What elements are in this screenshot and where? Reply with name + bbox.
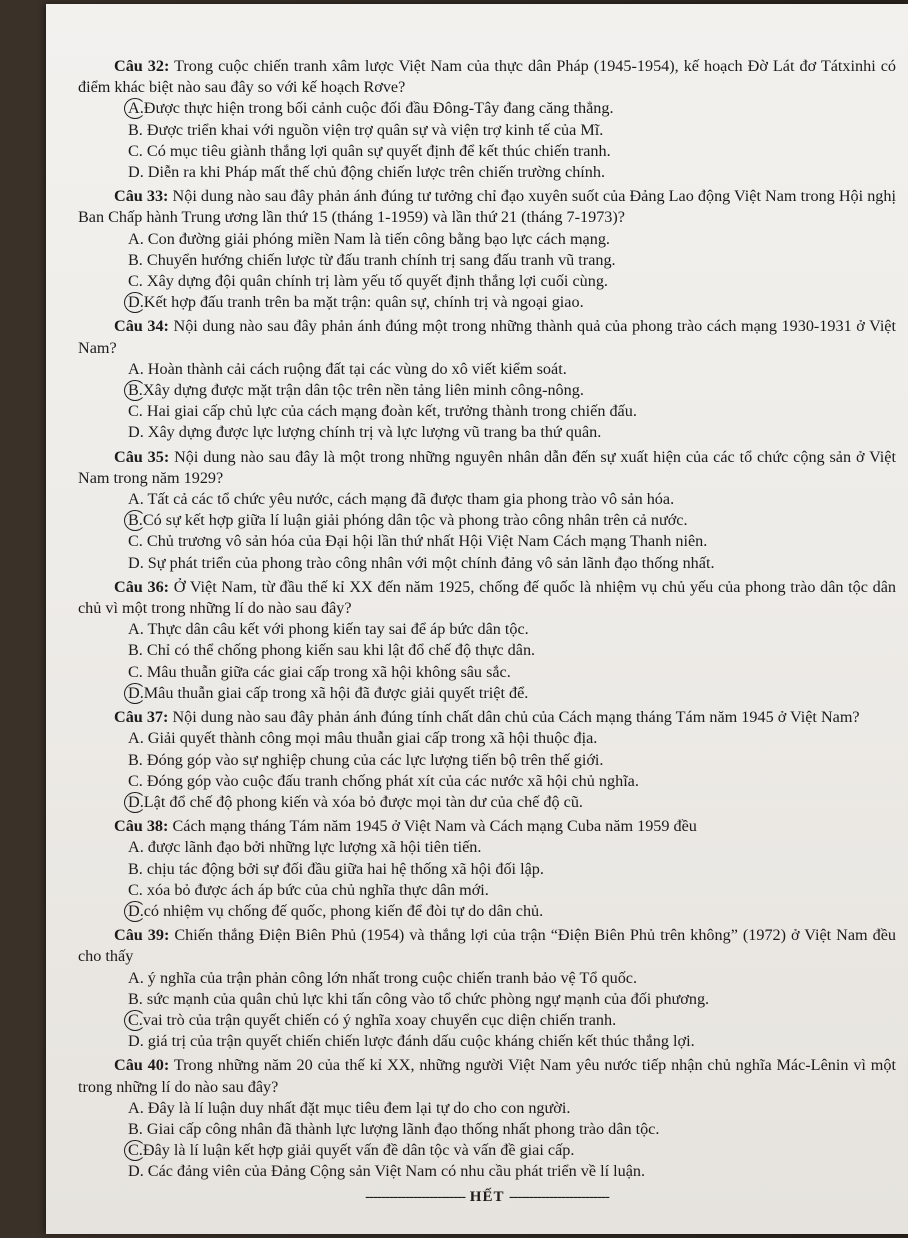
question-number: Câu 40:	[114, 1056, 170, 1075]
option-letter: B.	[128, 750, 143, 769]
option-letter: A.	[128, 620, 144, 639]
option-letter: A.	[128, 968, 144, 987]
option-a	[128, 728, 896, 749]
option-b	[128, 1119, 896, 1140]
question-text: Chiến thắng Điện Biên Phủ (1954) và thắng lợi của trận “Điện Biên Phủ trên không” (1972) ở Việt Nam đều cho thấy	[78, 926, 896, 966]
option-letter: C.	[128, 141, 143, 160]
question-38	[78, 816, 896, 922]
option-a	[128, 1098, 896, 1119]
option-text: Sự phát triển của phong trào công nhân với một chính đảng vô sản lãnh đạo thống nhất.	[147, 553, 715, 572]
option-text: Đóng góp vào cuộc đấu tranh chống phát xít của các nước xã hội chủ nghĩa.	[146, 771, 639, 790]
option-a	[128, 98, 896, 119]
option-a	[128, 489, 896, 510]
selected-answer-mark: D.	[128, 792, 144, 813]
option-a	[128, 619, 896, 640]
option-text: Đây là lí luận kết hợp giải quyết vấn đề dân tộc và vấn đề giai cấp.	[142, 1141, 575, 1160]
option-text: Đây là lí luận duy nhất đặt mục tiêu đem lại tự do cho con người.	[147, 1098, 571, 1117]
selected-answer-mark: A.	[128, 98, 144, 119]
option-letter: B.	[128, 641, 143, 660]
option-letter: D.	[128, 553, 144, 572]
option-text: Mâu thuẫn giữa các giai cấp trong xã hội không sâu sắc.	[146, 662, 511, 681]
option-letter: C.	[128, 880, 143, 899]
option-letter: B.	[128, 250, 143, 269]
selected-answer-mark: B.	[128, 380, 143, 401]
option-letter: A.	[128, 490, 144, 509]
option-a	[128, 229, 896, 250]
option-text: Giải quyết thành công mọi mâu thuẫn giai cấp trong xã hội thuộc địa.	[147, 729, 598, 748]
option-text: vai trò của trận quyết chiến có ý nghĩa xoay chuyển cục diện chiến tranh.	[142, 1010, 617, 1029]
option-text: chịu tác động bởi sự đối đầu giữa hai hệ thống xã hội đối lập.	[146, 859, 544, 878]
option-letter: C.	[128, 662, 143, 681]
question-number: Câu 39:	[114, 926, 170, 945]
option-letter: B.	[128, 1119, 143, 1138]
question-text: Nội dung nào sau đây phản ánh đúng tính chất dân chủ của Cách mạng tháng Tám năm 1945 ở Việt Nam?	[172, 708, 860, 727]
option-d	[128, 292, 896, 313]
option-text: Diễn ra khi Pháp mất thế chủ động chiến lược trên chiến trường chính.	[147, 163, 606, 182]
option-d	[128, 162, 896, 183]
option-text: sức mạnh của quân chủ lực khi tấn công vào tổ chức phòng ngự mạnh của đối phương.	[146, 989, 710, 1008]
question-number: Câu 35:	[114, 447, 170, 466]
question-text: Trong cuộc chiến tranh xâm lược Việt Nam của thực dân Pháp (1945-1954), kế hoạch Đờ Lát đơ Tátxinhi có điểm khác biệt nào sau đây so với kế hoạch Rơve?	[78, 57, 896, 97]
option-a	[128, 968, 896, 989]
question-34	[78, 316, 896, 443]
divider-left: -------------------------	[365, 1188, 466, 1205]
option-text: Lật đổ chế độ phong kiến và xóa bỏ được mọi tàn dư của chế độ cũ.	[143, 792, 583, 811]
option-letter: B.	[128, 859, 143, 878]
option-letter: D.	[128, 163, 144, 182]
option-text: Tất cả các tổ chức yêu nước, cách mạng đã được tham gia phong trào vô sản hóa.	[147, 490, 675, 509]
question-32	[78, 56, 896, 183]
option-letter: A.	[128, 229, 144, 248]
option-text: xóa bỏ được ách áp bức của chủ nghĩa thực dân mới.	[146, 880, 489, 899]
option-c	[128, 771, 896, 792]
selected-answer-mark: C.	[128, 1010, 143, 1031]
option-text: ý nghĩa của trận phản công lớn nhất trong cuộc chiến tranh bảo vệ Tổ quốc.	[147, 968, 638, 987]
option-text: Xây dựng được lực lượng chính trị và lực lượng vũ trang ba thứ quân.	[147, 423, 602, 442]
option-letter: B.	[128, 120, 143, 139]
option-d	[128, 1031, 896, 1052]
exam-sheet	[46, 4, 908, 1234]
option-letter: A.	[128, 729, 144, 748]
option-b	[128, 120, 896, 141]
option-letter: A.	[128, 359, 144, 378]
question-number: Câu 33:	[114, 187, 169, 206]
option-letter: D.	[128, 1162, 144, 1181]
option-text: Giai cấp công nhân đã thành lực lượng lãnh đạo thống nhất phong trào dân tộc.	[146, 1119, 660, 1138]
option-a	[128, 837, 896, 858]
question-number: Câu 38:	[114, 817, 169, 836]
selected-answer-mark: D.	[128, 292, 144, 313]
option-text: Có sự kết hợp giữa lí luận giải phóng dân tộc và phong trào công nhân trên cả nước.	[142, 511, 688, 530]
option-text: Chỉ có thể chống phong kiến sau khi lật đổ chế độ thực dân.	[146, 641, 536, 660]
option-letter: A.	[128, 1098, 144, 1117]
question-36	[78, 577, 896, 704]
question-35	[78, 447, 896, 574]
option-b	[128, 859, 896, 880]
option-text: Chuyển hướng chiến lược từ đấu tranh chính trị sang đấu tranh vũ trang.	[146, 250, 616, 269]
selected-answer-mark: D.	[128, 683, 144, 704]
option-text: Đóng góp vào sự nghiệp chung của các lực lượng tiến bộ trên thế giới.	[146, 750, 604, 769]
option-c	[128, 531, 896, 552]
option-c	[128, 401, 896, 422]
option-text: Xây dựng đội quân chính trị làm yếu tố quyết định thắng lợi cuối cùng.	[146, 272, 608, 291]
option-text: có nhiệm vụ chống đế quốc, phong kiến để đòi tự do dân chủ.	[143, 901, 544, 920]
option-letter: C.	[128, 771, 143, 790]
option-c	[128, 141, 896, 162]
question-number: Câu 32:	[114, 57, 170, 75]
option-c	[128, 662, 896, 683]
option-text: giá trị của trận quyết chiến chiến lược đánh dấu cuộc kháng chiến kết thúc thắng lợi.	[147, 1032, 695, 1051]
option-text: Được triển khai với nguồn viện trợ quân sự và viện trợ kinh tế của Mĩ.	[146, 120, 604, 139]
option-text: Xây dựng được mặt trận dân tộc trên nền tảng liên minh công-nông.	[142, 381, 584, 400]
question-text: Cách mạng tháng Tám năm 1945 ở Việt Nam và Cách mạng Cuba năm 1959 đều	[172, 817, 697, 836]
option-text: Các đảng viên của Đảng Cộng sản Việt Nam có nhu cầu phát triển về lí luận.	[147, 1162, 646, 1181]
option-text: Con đường giải phóng miền Nam là tiến công bằng bạo lực cách mạng.	[147, 229, 610, 248]
option-d	[128, 792, 896, 813]
option-b	[128, 640, 896, 661]
exam-content	[78, 56, 896, 1208]
question-40	[78, 1055, 896, 1182]
divider-right: -------------------------	[508, 1188, 609, 1205]
option-c	[128, 880, 896, 901]
option-b	[128, 750, 896, 771]
option-text: được lãnh đạo bởi những lực lượng xã hội tiên tiến.	[147, 838, 482, 857]
question-text: Nội dung nào sau đây phản ánh đúng tư tưởng chỉ đạo xuyên suốt của Đảng Lao động Việt Nam trong Hội nghị Ban Chấp hành Trung ương lần thứ 15 (tháng 1-1959) và lần thứ 21 (tháng 7-1973)?	[78, 187, 896, 227]
option-text: Kết hợp đấu tranh trên ba mặt trận: quân sự, chính trị và ngoại giao.	[143, 293, 584, 312]
end-marker	[78, 1187, 896, 1208]
question-number: Câu 36:	[114, 577, 170, 596]
option-c	[128, 271, 896, 292]
option-letter: C.	[128, 402, 143, 421]
option-text: Có mục tiêu giành thắng lợi quân sự quyết định để kết thúc chiến tranh.	[146, 141, 611, 160]
question-37	[78, 707, 896, 813]
question-39	[78, 925, 896, 1052]
option-text: Được thực hiện trong bối cảnh cuộc đối đầu Đông-Tây đang căng thẳng.	[143, 99, 614, 118]
question-number: Câu 34:	[114, 317, 169, 336]
option-text: Hai giai cấp chủ lực của cách mạng đoàn kết, trưởng thành trong chiến đấu.	[146, 402, 637, 421]
option-b	[128, 380, 896, 401]
option-letter: D.	[128, 423, 144, 442]
option-b	[128, 250, 896, 271]
option-text: Mâu thuẫn giai cấp trong xã hội đã được giải quyết triệt để.	[143, 683, 529, 702]
option-c	[128, 1010, 896, 1031]
option-letter: B.	[128, 989, 143, 1008]
question-number: Câu 37:	[114, 708, 169, 727]
question-text: Nội dung nào sau đây phản ánh đúng một trong những thành quả của phong trào cách mạng 1930-1931 ở Việt Nam?	[78, 317, 896, 357]
option-d	[128, 683, 896, 704]
question-text: Trong những năm 20 của thế kỉ XX, những người Việt Nam yêu nước tiếp nhận chủ nghĩa Mác-Lênin vì một trong những lí do nào sau đây?	[78, 1056, 896, 1096]
option-a	[128, 359, 896, 380]
option-b	[128, 989, 896, 1010]
option-d	[128, 422, 896, 443]
option-letter: C.	[128, 272, 143, 291]
selected-answer-mark: B.	[128, 510, 143, 531]
option-letter: A.	[128, 838, 144, 857]
option-d	[128, 901, 896, 922]
selected-answer-mark: C.	[128, 1140, 143, 1161]
option-c	[128, 1140, 896, 1161]
option-d	[128, 1161, 896, 1182]
end-text: HẾT	[469, 1188, 505, 1205]
selected-answer-mark: D.	[128, 901, 144, 922]
option-b	[128, 510, 896, 531]
option-text: Chủ trương vô sản hóa của Đại hội lần thứ nhất Hội Việt Nam Cách mạng Thanh niên.	[146, 532, 708, 551]
question-text: Nội dung nào sau đây là một trong những nguyên nhân dẫn đến sự xuất hiện của các tổ chức cộng sản ở Việt Nam trong năm 1929?	[78, 447, 896, 487]
option-letter: D.	[128, 1032, 144, 1051]
question-text: Ở Việt Nam, từ đầu thế kỉ XX đến năm 1925, chống đế quốc là nhiệm vụ chủ yếu của phong trào dân tộc dân chủ vì một trong những lí do nào sau đây?	[78, 577, 896, 618]
option-d	[128, 553, 896, 574]
option-text: Thực dân câu kết với phong kiến tay sai để áp bức dân tộc.	[147, 620, 529, 639]
option-text: Hoàn thành cải cách ruộng đất tại các vùng do xô viết kiểm soát.	[147, 359, 567, 378]
option-letter: C.	[128, 532, 143, 551]
question-33	[78, 186, 896, 313]
